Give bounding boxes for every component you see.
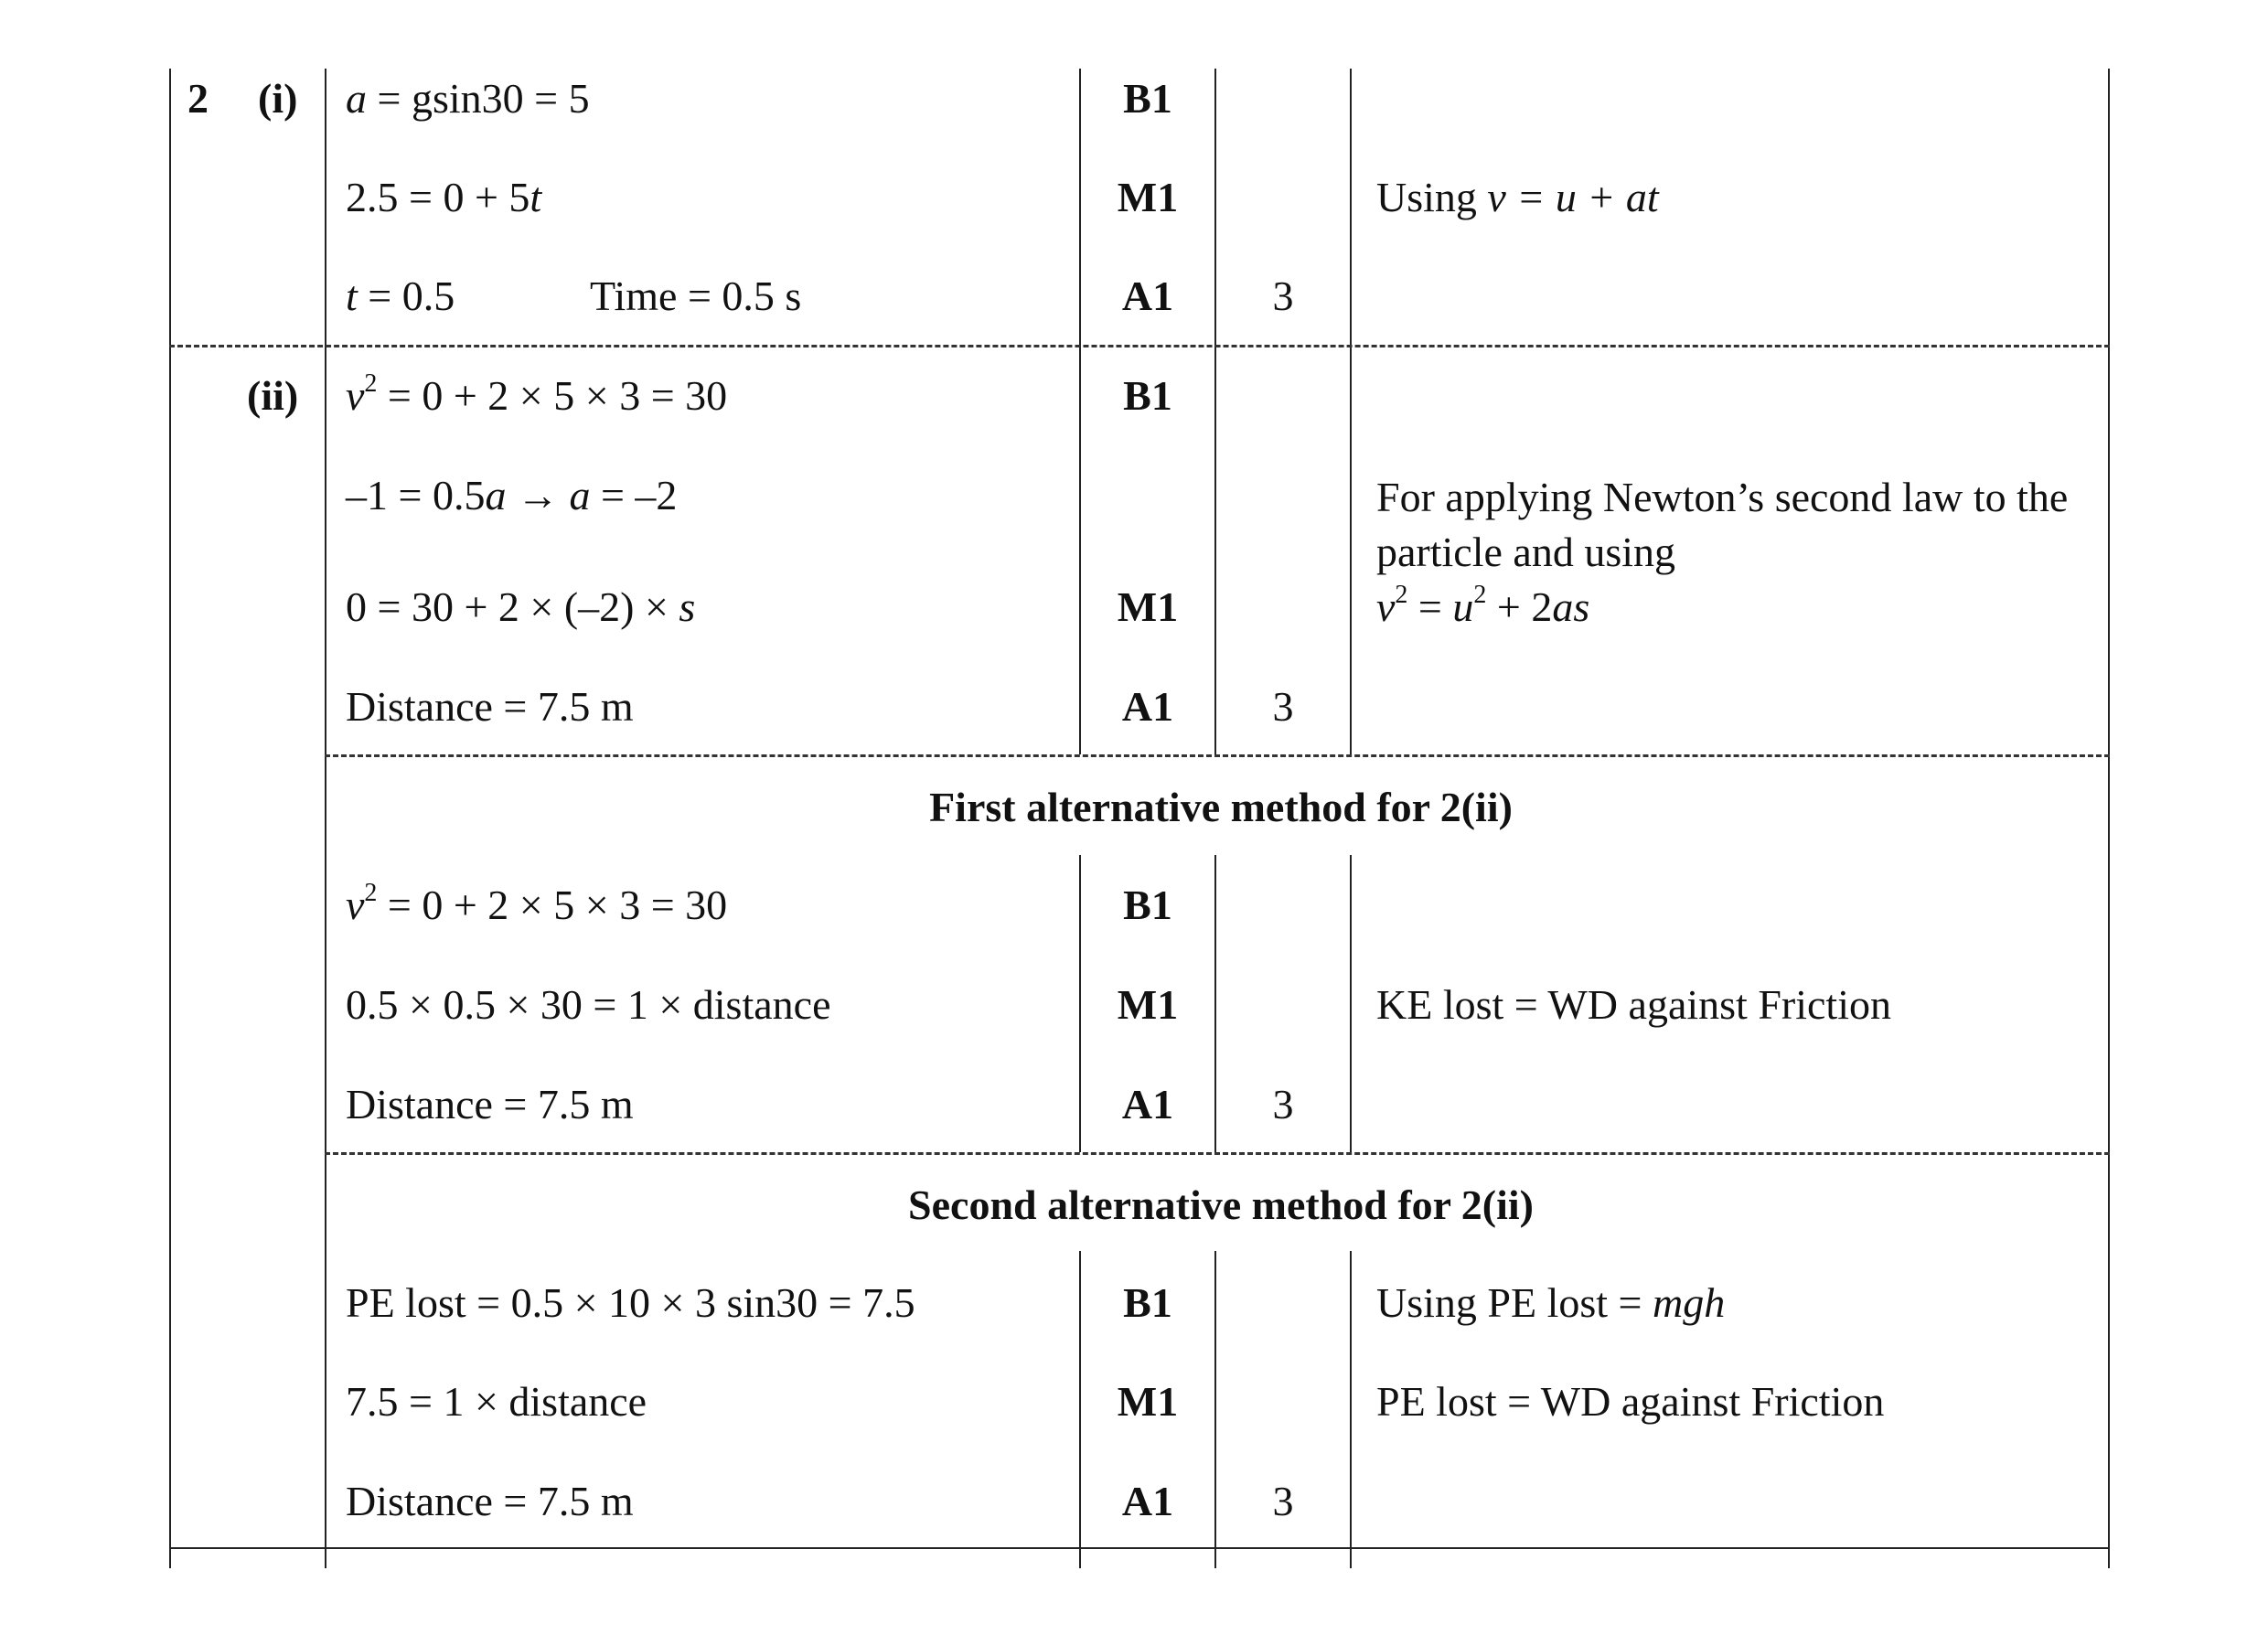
answer-line: –1 = 0.5a → a = –2 bbox=[346, 472, 678, 518]
guidance-text: For applying Newton’s second law to the particle and using bbox=[1376, 474, 2069, 575]
mark-code: B1 bbox=[1123, 372, 1172, 419]
answer-line: 7.5 = 1 × distance bbox=[346, 1378, 647, 1425]
answer-line: PE lost = 0.5 × 10 × 3 sin30 = 7.5 bbox=[346, 1279, 915, 1326]
alt1-heading: First alternative method for 2(ii) bbox=[929, 784, 1513, 830]
total-column-divider bbox=[1350, 69, 1352, 754]
answer-line: Distance = 7.5 m bbox=[346, 683, 634, 730]
guidance-text: Using v = u + at bbox=[1376, 174, 1659, 220]
mark-code: M1 bbox=[1117, 981, 1179, 1028]
part-i-label: (i) bbox=[258, 75, 298, 122]
left-border bbox=[169, 69, 171, 1568]
mark-code: B1 bbox=[1123, 1279, 1172, 1326]
guidance-text: Using PE lost = mgh bbox=[1376, 1279, 1726, 1326]
answer-line: Distance = 7.5 m bbox=[346, 1081, 634, 1127]
answer-line: Distance = 7.5 m bbox=[346, 1478, 634, 1524]
answer-line: a = gsin30 = 5 bbox=[346, 75, 590, 122]
mark-code: M1 bbox=[1117, 174, 1179, 220]
answer-line: 0 = 30 + 2 × (–2) × s bbox=[346, 583, 696, 630]
mark-code: B1 bbox=[1123, 75, 1172, 122]
divider-alt2 bbox=[325, 1152, 2110, 1155]
bottom-rule bbox=[169, 1547, 2110, 1549]
mark-code: A1 bbox=[1121, 272, 1174, 319]
answer-line: t = 0.5 bbox=[346, 272, 455, 319]
part-total: 3 bbox=[1272, 683, 1294, 730]
mark-code: A1 bbox=[1121, 1081, 1174, 1127]
mark-code: A1 bbox=[1121, 683, 1174, 730]
answer-line: $v^2 = 0 + 2 \times 5 \times 3 = 30$ bbox=[346, 369, 728, 419]
mark-code: M1 bbox=[1117, 1378, 1179, 1425]
guidance-text: PE lost = WD against Friction bbox=[1376, 1378, 1885, 1425]
alt2-heading: Second alternative method for 2(ii) bbox=[908, 1181, 1534, 1228]
mark-code: A1 bbox=[1121, 1478, 1174, 1524]
part-ii-label: (ii) bbox=[247, 372, 299, 419]
answer-line: 0.5 × 0.5 × 30 = 1 × distance bbox=[346, 981, 831, 1028]
mark-code: M1 bbox=[1117, 583, 1179, 630]
answer-result: Time = 0.5 s bbox=[590, 272, 802, 319]
divider-part-i-ii bbox=[169, 345, 2110, 347]
guidance-text: KE lost = WD against Friction bbox=[1376, 981, 1891, 1028]
answer-line: 2.5 = 0 + 5t bbox=[346, 174, 542, 220]
guidance-formula: $v^2 = u^2 + 2as$ bbox=[1376, 581, 1590, 630]
part-total: 3 bbox=[1272, 272, 1294, 319]
mark-code: B1 bbox=[1123, 882, 1172, 928]
question-number: 2 bbox=[187, 75, 209, 122]
answer-line: $v^2 = 0 + 2 \times 5 \times 3 = 30$ bbox=[346, 879, 728, 928]
part-total: 3 bbox=[1272, 1081, 1294, 1127]
part-total: 3 bbox=[1272, 1478, 1294, 1524]
divider-alt1 bbox=[325, 754, 2110, 757]
